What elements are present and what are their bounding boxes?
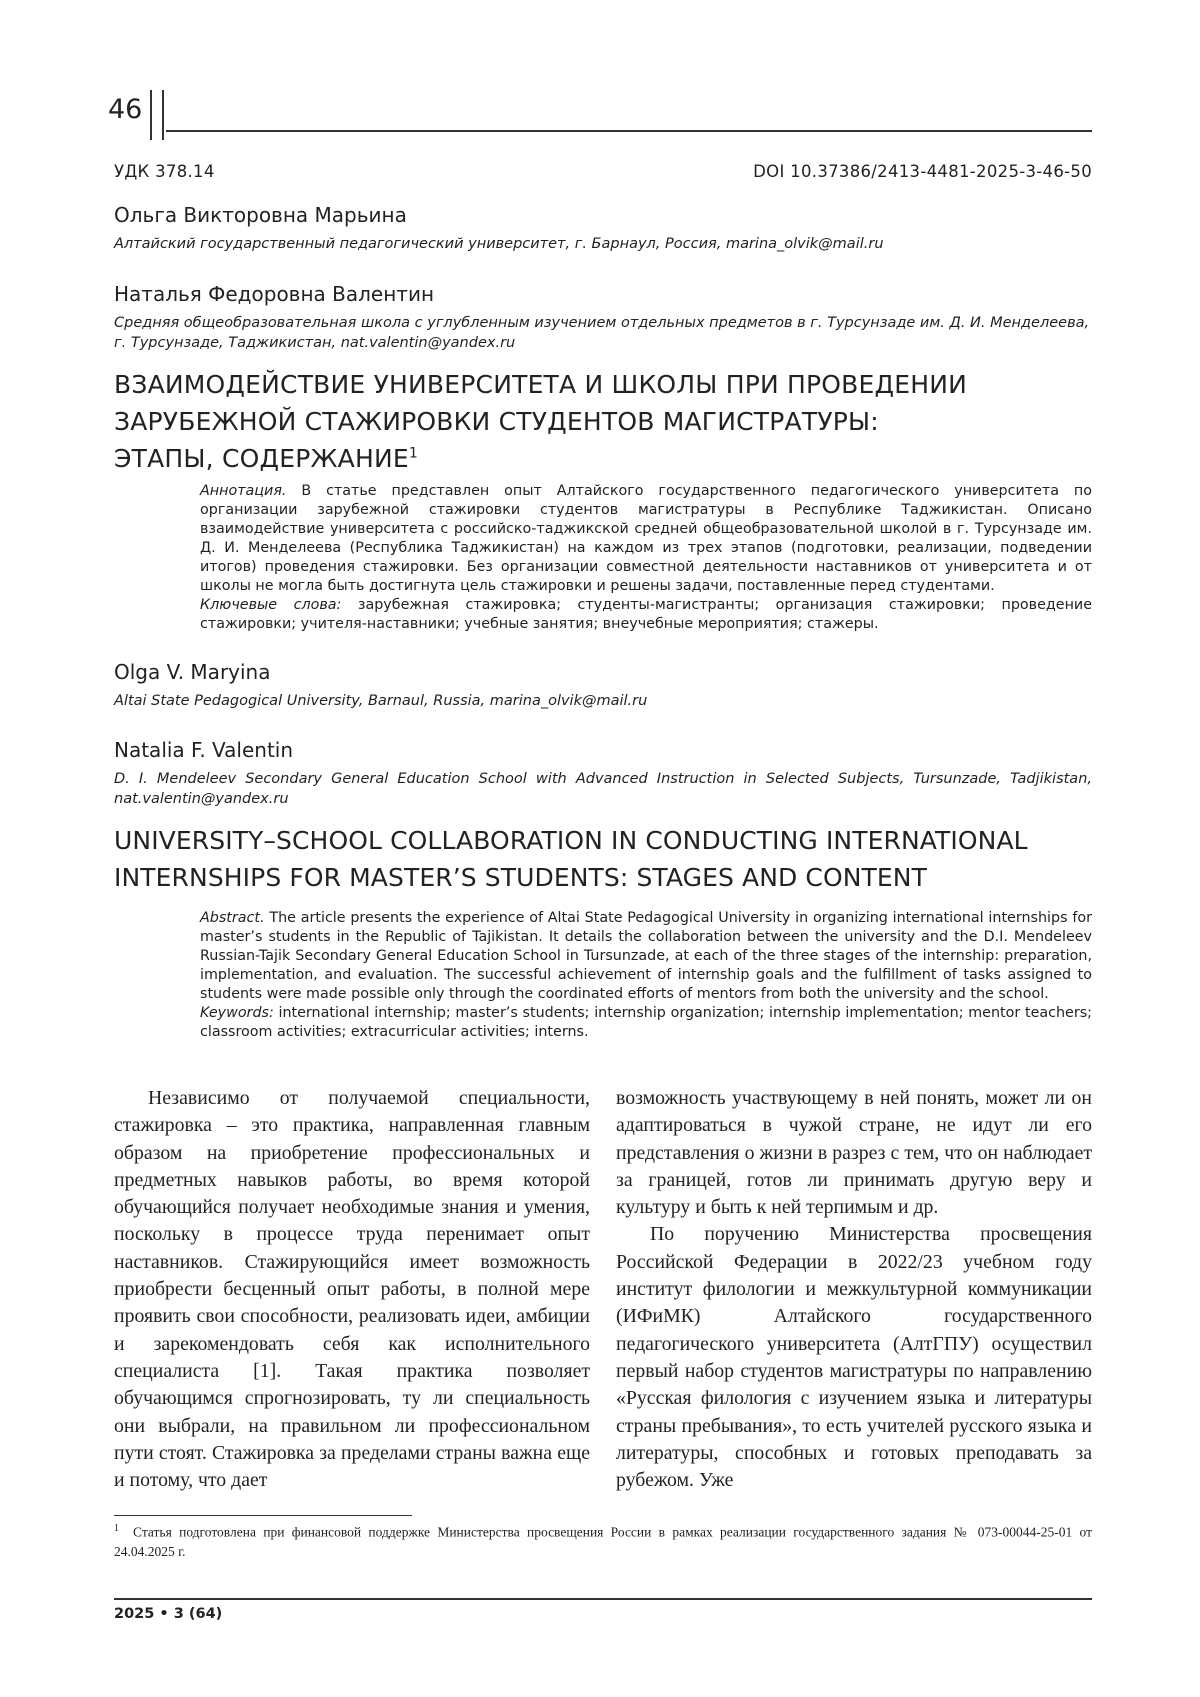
article-title-ru [114,366,1114,477]
article-title-ru-line-2: ЗАРУБЕЖНОЙ СТАЖИРОВКИ СТУДЕНТОВ МАГИСТРАТУРЫ: [114,407,879,436]
article-title-en [114,822,1124,896]
keywords-en-text: international internship; master’s students; internship organization; internship implementation; mentor teachers; classroom activities; extracurricular activities; interns. [200,1005,1092,1040]
keywords-en [200,1004,1092,1042]
footnote-mark: 1 [114,1523,119,1534]
body-column-left [114,1085,590,1494]
title-footnote-mark: 1 [408,445,418,462]
header-double-bar [150,90,164,140]
header-rule [166,130,1092,132]
author-affiliation-ru-1: Алтайский государственный педагогический университет, г. Барнаул, Россия, marina_olvik@mail.ru [114,236,884,252]
body-column-right [616,1085,1092,1494]
abstract-ru-body [200,482,1092,596]
author-name-ru-1: Ольга Викторовна Марьина [114,203,407,227]
article-title-en-line-2: INTERNSHIPS FOR MASTER’S STUDENTS: STAGES AND CONTENT [114,863,927,892]
body-paragraph-right-1: возможность участвующему в ней понять, может ли он адаптироваться в чужой стране, не идут ли его представления о жизни в разрез с тем, что он наблюдает за границей, готов ли принимать другую веру и культуру и быть к ней терпимым и др. [616,1087,1092,1219]
abstract-ru-text: В статье представлен опыт Алтайского государственного педагогического университета по организации зарубежной стажировки студентов магистратуры в Республике Таджикистан. Описано взаимодействие университета с российско-таджикской средней общеобразовательной школой в г. Турсунзаде им. Д. И. Менделеева (Республика Таджикистан) на каждом из трех этапов (подготовки, реализации, подведении итогов) проведения стажировки. Без организации совместной деятельности наставников от университета и от школы не могла быть достигнута цель стажировки и решены задачи, поставленные перед студентами. [200,483,1092,594]
body-paragraph-right-2: По поручению Министерства просвещения Российской Федерации в 2022/23 учебном году институт филологии и межкультурной коммуникации (ИФиМК) Алтайского государственного педагогического университета (АлтГПУ) осуществил первый набор студентов магистратуры по направлению «Русская филология с изучением языка и литературы страны пребывания», то есть учителей русского языка и литературы, способных и готовых преподавать за рубежом. Уже [616,1223,1092,1492]
author-affiliation-en-1: Altai State Pedagogical University, Barnaul, Russia, marina_olvik@mail.ru [114,693,648,709]
keywords-ru [200,596,1092,634]
abstract-ru [200,482,1092,634]
abstract-en-text: The article presents the experience of Altai State Pedagogical University in organizing international internships for master’s students in the Republic of Tajikistan. It details the collaboration between the university and the D.I. Mendeleev Russian-Tajik Secondary General Education School in Tursunzade, at each of the three stages of the internship: preparation, implementation, and evaluation. The successful achievement of internship goals and the fulfillment of tasks assigned to students were made possible only through the coordinated efforts of mentors from both the university and the school. [200,910,1092,1002]
article-title-en-line-1: UNIVERSITY–SCHOOL COLLABORATION IN CONDUCTING INTERNATIONAL [114,826,1028,855]
page-number: 46 [108,94,143,125]
author-affiliation-ru-2: Средняя общеобразовательная школа с углубленным изучением отдельных предметов в г. Турсунзаде им. Д. И. Менделеева, г. Турсунзаде, Таджикистан, nat.valentin@yandex.ru [114,315,1090,351]
abstract-en-body [200,909,1092,1004]
journal-issue: 2025 • 3 (64) [114,1606,223,1622]
author-name-en-2: Natalia F. Valentin [114,738,294,762]
keywords-ru-label: Ключевые слова: [200,597,342,613]
keywords-ru-text: зарубежная стажировка; студенты-магистранты; организация стажировки; проведение стажировки; учителя-наставники; учебные занятия; внеучебные мероприятия; стажеры. [200,597,1093,632]
author-name-ru-2: Наталья Федоровна Валентин [114,282,435,306]
footnote [114,1519,1092,1561]
body-paragraph-left-1: Независимо от получаемой специальности, стажировка – это практика, направленная главным образом на приобретение профессиональных и предметных навыков работы, во время которой обучающийся получает необходимые знания и умения, поскольку в процессе труда перенимает опыт наставников. Стажирующийся имеет возможность приобрести бесценный опыт работы, в полной мере проявить свои способности, реализовать идеи, амбиции и зарекомендовать себя как исполнительного специалиста [1]. Такая практика позволяет обучающимся спрогнозировать, ту ли специальность они выбрали, на правильном ли профессиональном пути стоят. Стажировка за пределами страны важна еще и потому, что дает [114,1087,590,1492]
abstract-en [200,909,1092,1042]
footnote-rule [114,1515,412,1516]
udk-code: УДК 378.14 [114,162,215,181]
article-title-ru-line-3 [114,440,1114,477]
author-name-en-1: Olga V. Maryina [114,660,271,684]
footnote-text: Статья подготовлена при финансовой поддержке Министерства просвещения России в рамках реализации государственного задания № 073-00044-25-01 от 24.04.2025 г. [114,1524,1092,1559]
keywords-en-label: Keywords: [200,1005,274,1021]
abstract-ru-label: Аннотация. [200,483,287,499]
doi: DOI 10.37386/2413-4481-2025-3-46-50 [753,162,1092,181]
article-title-ru-line-1: ВЗАИМОДЕЙСТВИЕ УНИВЕРСИТЕТА И ШКОЛЫ ПРИ ПРОВЕДЕНИИ [114,370,968,399]
footer-rule [114,1598,1092,1600]
author-affiliation-en-2: D. I. Mendeleev Secondary General Education School with Advanced Instruction in Selected Subjects, Tursunzade, Tadjikistan, nat.valentin@yandex.ru [114,771,1092,807]
abstract-en-label: Abstract. [200,910,265,926]
article-title-ru-line-3-text: ЭТАПЫ, СОДЕРЖАНИЕ [114,444,409,473]
